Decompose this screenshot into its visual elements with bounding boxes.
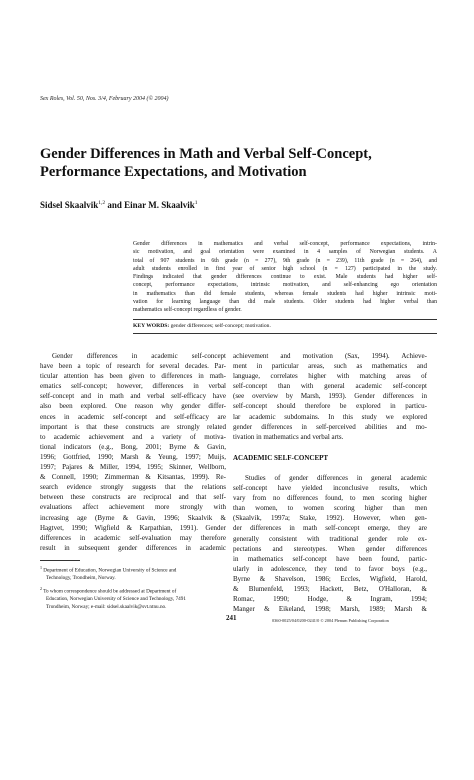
body-line: differences in academic self-evaluation may therefore bbox=[40, 533, 226, 542]
section-heading: ACADEMIC SELF-CONCEPT bbox=[233, 453, 329, 462]
abstract-line: in mathematics than did female students, whereas female students had higher intrinsic moti- bbox=[133, 290, 437, 297]
body-column-right bbox=[233, 351, 427, 614]
body-line: tivation in mathematics and verbal arts. bbox=[233, 432, 344, 441]
footnote-mark: 2 bbox=[40, 585, 42, 591]
body-line: achievement and motivation (Sax, 1994). Achieve- bbox=[233, 352, 427, 360]
body-line: in mathematics self-concept have been found, partic- bbox=[233, 554, 427, 563]
footnote-line: To whom correspondence should be addressed at Department of bbox=[43, 588, 177, 595]
body-line: self-concept should therefore be explored in particu- bbox=[233, 402, 427, 411]
body-column-left bbox=[40, 351, 226, 553]
body-line: to academic achievement and a variety of motiva- bbox=[40, 432, 226, 441]
author-name: Einar M. Skaalvik bbox=[124, 200, 195, 210]
abstract-line: adult students enrolled in first year of senior high school (n = 127) participated in the study. bbox=[133, 265, 437, 272]
author-list bbox=[40, 200, 198, 210]
body-line: Manger & Eikeland, 1998; Marsh, 1989; Marsh & bbox=[233, 605, 427, 614]
body-line: Gender differences in academic self-concept bbox=[52, 352, 226, 360]
abstract-line: total of 907 students in 6th grade (n = 277), 9th grade (n = 239), 11th grade (n = 264), and bbox=[133, 257, 437, 264]
title-line-1: Gender Differences in Math and Verbal Self-Concept, bbox=[40, 146, 372, 162]
journal-citation: Sex Roles, Vol. 50, Nos. 3/4, February 2004 (© 2004) bbox=[40, 96, 169, 102]
footnote-1 bbox=[40, 564, 230, 583]
body-line: evaluations affect achievement more strongly with bbox=[40, 503, 226, 512]
body-line: der differences in math self-concept emerge, they are bbox=[233, 524, 427, 533]
body-line: 1997; Pajares & Miller, 1994, 1995; Skinner, Wellborn, bbox=[40, 463, 226, 472]
body-line: self-concept have yielded inconclusive results, which bbox=[233, 484, 427, 493]
paper-title bbox=[40, 145, 440, 181]
body-line: pectations and stereotypes. When gender differences bbox=[233, 544, 427, 553]
body-line: than women, to women scoring higher than men bbox=[233, 504, 427, 513]
author-name: Sidsel Skaalvik bbox=[40, 200, 99, 210]
body-line: Byrne & Shavelson, 1986; Eccles, Wigfield, Harold, bbox=[233, 574, 427, 583]
abstract-line: mathematics self-concept regardless of gender. bbox=[133, 307, 242, 313]
body-line: increasing age (Byrne & Gavin, 1996; Skaalvik & bbox=[40, 513, 226, 522]
body-line: vary from no differences found, to men scoring higher bbox=[233, 494, 427, 503]
body-line: ment in particular areas, such as mathematics and bbox=[233, 362, 427, 371]
footnote-2 bbox=[40, 585, 230, 612]
body-line: lar academic subdomains. In this study we explored bbox=[233, 412, 427, 421]
body-line: ematics self-concept; however, differences in verbal bbox=[40, 382, 226, 391]
copyright-line: 0360-0025/04/0200-0241/0 © 2004 Plenum Publishing Corporation bbox=[272, 618, 389, 623]
keywords-top-rule bbox=[133, 319, 437, 320]
author-affiliation-mark: 1 bbox=[194, 200, 198, 206]
abstract-line: Gender differences in mathematics and verbal self-concept, performance expectations, intrin- bbox=[133, 241, 437, 247]
footnote-line: Trondheim, Norway; e-mail: sidsel.skaalvik@svt.ntnu.no. bbox=[46, 603, 167, 610]
page-number: 241 bbox=[226, 614, 237, 622]
body-line: ticular attention has been given to differences in math- bbox=[40, 372, 226, 381]
body-line: ularly in adolescence, they tend to favor boys (e.g., bbox=[233, 564, 427, 573]
body-line: also been explored. One reason why gender differ- bbox=[40, 402, 226, 411]
footnotes bbox=[40, 564, 230, 613]
body-line: search evidence strongly suggests that the relations bbox=[40, 483, 226, 492]
body-line: & Blumenfeld, 1993; Hackett, Betz, O'Halloran, & bbox=[233, 584, 427, 593]
body-line: result in subsequent gender differences in academic bbox=[40, 543, 226, 552]
keywords bbox=[133, 323, 271, 329]
body-line: (Skaalvik, 1997a; Stake, 1992). However, when gen- bbox=[233, 514, 427, 523]
title-line-2: Performance Expectations, and Motivation bbox=[40, 164, 307, 180]
body-line: self-concept than with general academic self-concept bbox=[233, 382, 427, 391]
abstract-line: Findings indicated that gender differences continue to exist. Male students had higher self- bbox=[133, 274, 437, 280]
body-line: important is that these constructs are strongly related bbox=[40, 422, 226, 431]
abstract bbox=[133, 240, 437, 314]
body-line: & Connell, 1990; Zimmerman & Kitsantas, 1999). Re- bbox=[40, 473, 226, 482]
body-line: language, correlates higher with matching areas of bbox=[233, 372, 427, 381]
body-line: have been a topic of research for several decades. Par- bbox=[40, 362, 226, 371]
author-conjunction: and bbox=[105, 200, 125, 210]
body-line: generally consistent with traditional gender role ex- bbox=[233, 534, 427, 543]
keywords-label: KEY WORDS: bbox=[133, 323, 170, 329]
body-line: gender differences in self-perceived abilities and mo- bbox=[233, 422, 427, 431]
abstract-line: concept, performance expectations, intrinsic motivation, and self-enhancing ego orientation bbox=[133, 282, 437, 289]
abstract-line: sic motivation, and goal orientation were examined in 4 samples of Norwegian students. A bbox=[133, 249, 437, 256]
body-line: self-concept and in math and verbal self-efficacy have bbox=[40, 392, 226, 401]
body-line: ences in academic self-concept and self-efficacy are bbox=[40, 412, 226, 421]
author-affiliation-mark: 1,2 bbox=[98, 200, 106, 206]
body-line: Hagtvet, 1990; Wigfield & Karpathian, 1991). Gender bbox=[40, 523, 226, 532]
abstract-line: vation for learning language than did male students. Older students had higher verbal than bbox=[133, 298, 437, 305]
keywords-text: gender differences; self-concept; motivation. bbox=[169, 323, 271, 329]
footnote-line: Technology, Trondheim, Norway. bbox=[46, 575, 116, 582]
body-line: 1996; Gottfried, 1990; Marsh & Yeung, 1997; Muijs, bbox=[40, 452, 226, 461]
body-line: between these constructs are reciprocal and that self- bbox=[40, 493, 226, 502]
body-line: Studies of gender differences in general academic bbox=[245, 473, 427, 482]
body-line: tional indicators (e.g., Bong, 2001; Byrne & Gavin, bbox=[40, 442, 226, 451]
footnote-line: Department of Education, Norwegian University of Science and bbox=[43, 567, 177, 574]
keywords-bottom-rule bbox=[133, 333, 437, 334]
body-line: Romac, 1990; Hodge, & Ingram, 1994; bbox=[233, 595, 427, 604]
body-line: (see overview by Marsh, 1993). Gender differences in bbox=[233, 392, 427, 401]
footnote-mark: 1 bbox=[40, 565, 42, 570]
footnote-rule bbox=[40, 560, 80, 561]
footnote-line: Education, Norwegian University of Science and Technology, 7491 bbox=[46, 596, 186, 603]
